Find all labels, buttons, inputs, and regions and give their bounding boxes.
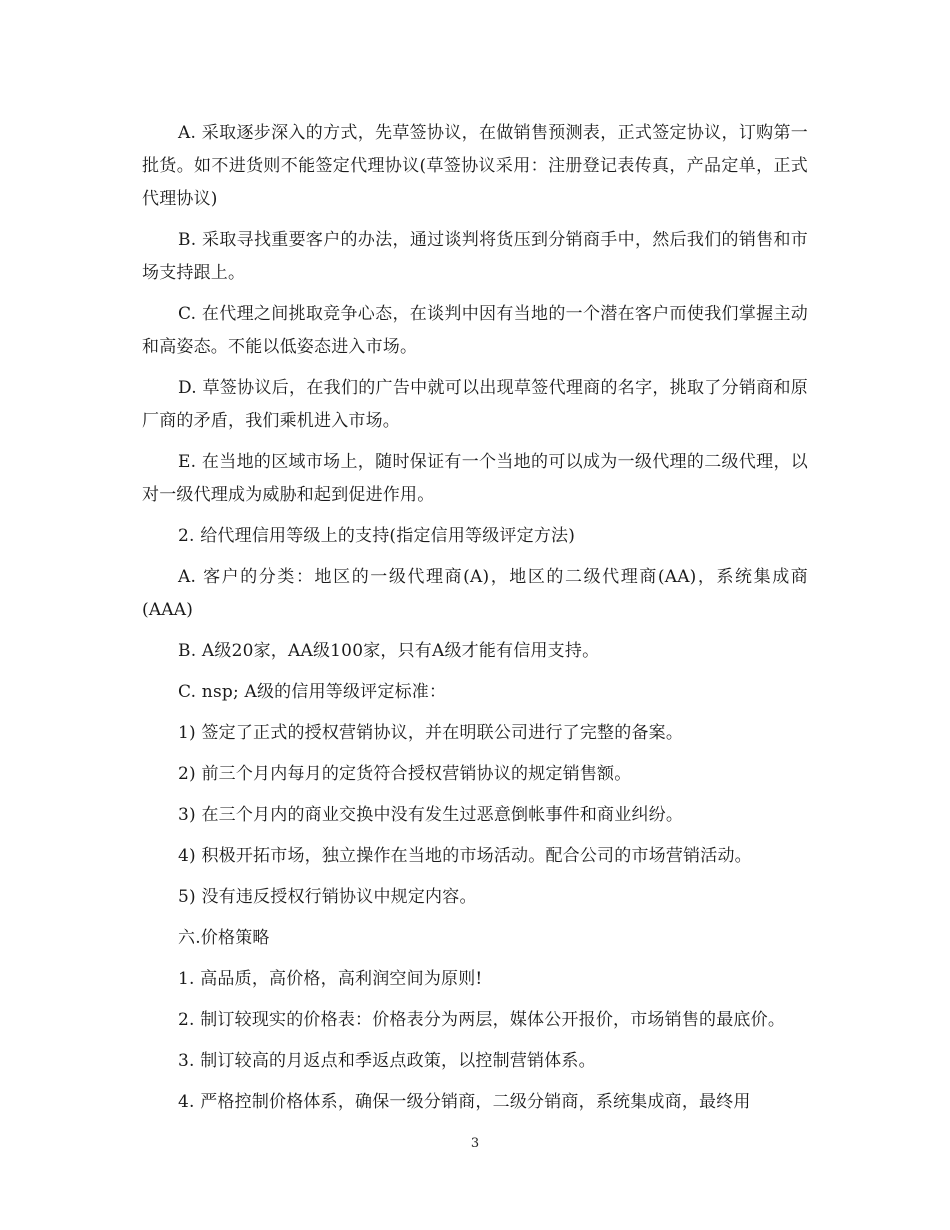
paragraph-option-c-competition: C. 在代理之间挑取竞争心态，在谈判中因有当地的一个潜在客户而使我们掌握主动和高姿态。不能以低姿态进入市场。 xyxy=(142,304,808,357)
section-heading-pricing-strategy: 六.价格策略 xyxy=(178,928,270,948)
paragraph-pricing-4: 4. 严格控制价格体系，确保一级分销商，二级分销商，系统集成商，最终用 xyxy=(178,1092,751,1112)
paragraph-grade-a-criteria: C. nsp; A级的信用等级评定标准： xyxy=(178,682,447,702)
paragraph-option-a-signing: A. 采取逐步深入的方式，先草签协议，在做销售预测表，正式签定协议，订购第一批货。如不进货则不能签定代理协议(草签协议采用：注册登记表传真，产品定单，正式代理协议) xyxy=(142,123,808,209)
page-number: 3 xyxy=(470,1136,480,1151)
paragraph-criterion-3: 3) 在三个月内的商业交换中没有发生过恶意倒帐事件和商业纠纷。 xyxy=(178,805,684,825)
paragraph-pricing-3: 3. 制订较高的月返点和季返点政策，以控制营销体系。 xyxy=(178,1051,596,1071)
paragraph-grade-counts: B. A级20家，AA级100家，只有A级才能有信用支持。 xyxy=(178,641,600,661)
document-body xyxy=(142,117,808,1127)
paragraph-criterion-1: 1) 签定了正式的授权营销协议，并在明联公司进行了完整的备案。 xyxy=(178,723,684,743)
paragraph-criterion-2: 2) 前三个月内每月的定货符合授权营销协议的规定销售额。 xyxy=(178,764,632,784)
paragraph-criterion-5: 5) 没有违反授权行销协议中规定内容。 xyxy=(178,887,477,907)
paragraph-credit-support-heading: 2. 给代理信用等级上的支持(指定信用等级评定方法) xyxy=(178,526,576,546)
paragraph-pricing-1: 1. 高品质，高价格，高利润空间为原则! xyxy=(178,969,483,989)
paragraph-pricing-2: 2. 制订较现实的价格表：价格表分为两层，媒体公开报价，市场销售的最底价。 xyxy=(178,1010,786,1030)
paragraph-customer-classification: A. 客户的分类：地区的一级代理商(A)，地区的二级代理商(AA)，系统集成商(AAA) xyxy=(142,567,808,620)
paragraph-option-d-advertising: D. 草签协议后，在我们的广告中就可以出现草签代理商的名字，挑取了分销商和原厂商的矛盾，我们乘机进入市场。 xyxy=(142,378,808,431)
paragraph-criterion-4: 4) 积极开拓市场，独立操作在当地的市场活动。配合公司的市场营销活动。 xyxy=(178,846,752,866)
paragraph-option-e-regional: E. 在当地的区域市场上，随时保证有一个当地的可以成为一级代理的二级代理，以对一级代理成为威胁和起到促进作用。 xyxy=(142,452,808,505)
paragraph-option-b-key-customers: B. 采取寻找重要客户的办法，通过谈判将货压到分销商手中，然后我们的销售和市场支持跟上。 xyxy=(142,230,808,283)
